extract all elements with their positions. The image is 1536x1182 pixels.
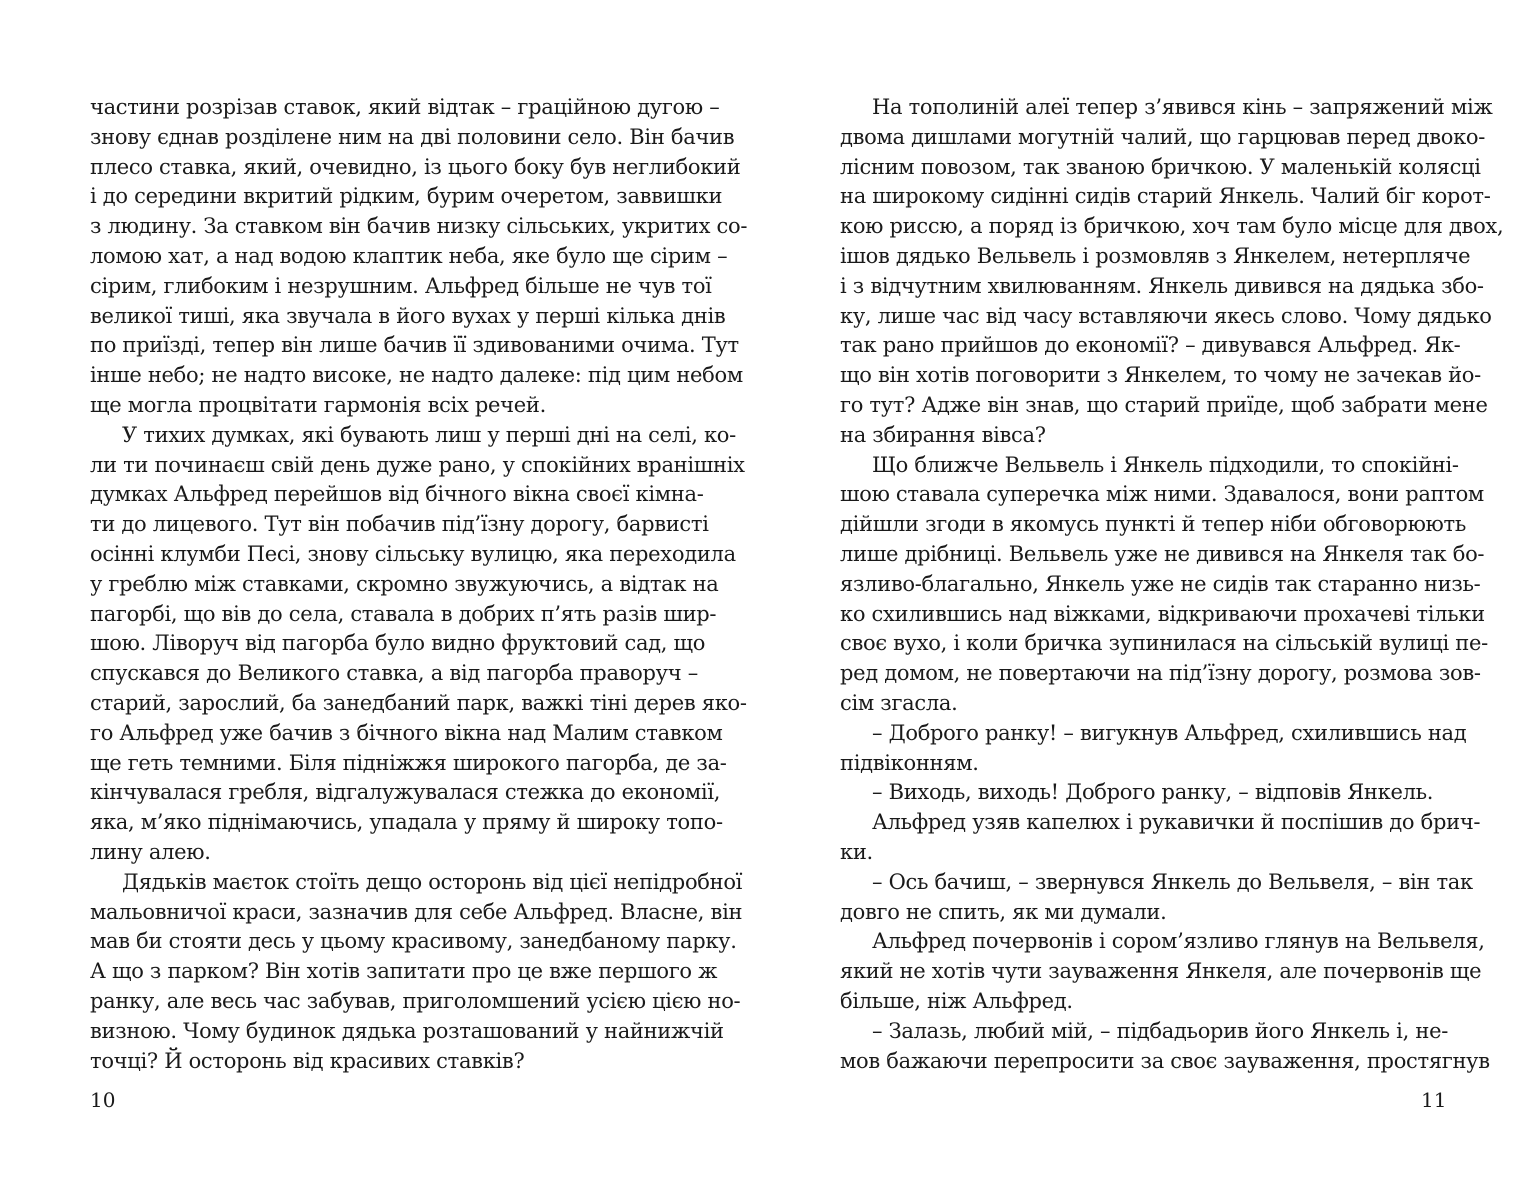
text-line: ли ти починаєш свій день дуже рано, у спокійних вранішніх <box>90 452 745 477</box>
text-line: і з відчутним хвилюванням. Янкель дивився на дядька збо- <box>840 273 1484 298</box>
text-line: – Залазь, любий мій, – підбадьорив його Янкель і, не- <box>872 1018 1448 1043</box>
left-page <box>90 93 748 1076</box>
text-line: ти до лицевого. Тут він побачив під’їзну дорогу, барвисті <box>90 512 709 537</box>
text-line: визною. Чому будинок дядька розташований у найнижчій <box>90 1018 724 1043</box>
text-line: довго не спить, як ми думали. <box>840 899 1167 924</box>
text-line: своє вухо, і коли бричка зупинилася на сільській вулиці пе- <box>840 631 1488 656</box>
text-line: лісним повозом, так званою бричкою. У маленькій колясці <box>840 154 1481 179</box>
text-line: лише дрібниці. Вельвель уже не дивився на Янкеля так бо- <box>840 541 1485 566</box>
text-line: язливо-благально, Янкель уже не сидів так старанно низь- <box>840 571 1481 596</box>
text-line: і до середини вкритий рідким, бурим очеретом, заввишки <box>90 184 723 209</box>
text-line: ред домом, не повертаючи на під’їзну дорогу, розмова зов- <box>840 661 1481 686</box>
text-line: ранку, але весь час забував, приголомшений усією цією но- <box>90 988 741 1013</box>
text-line: дійшли згоди в якомусь пункті й тепер ніби обговорюють <box>840 512 1466 537</box>
text-line: по приїзді, тепер він лише бачив її здивованими очима. Тут <box>90 333 739 358</box>
text-line: шою ставала суперечка між ними. Здавалося, вони раптом <box>840 482 1484 507</box>
text-line: частини розрізав ставок, який відтак – граційною дугою – <box>90 95 720 119</box>
text-line: знову єднав розділене ним на дві половини село. Він бачив <box>90 124 735 149</box>
text-line: старий, зарослий, ба занедбаний парк, важкі тіні дерев яко- <box>90 690 747 715</box>
text-line: мов бажаючи перепросити за своє зауваження, простягнув <box>840 1048 1490 1073</box>
text-line: ломою хат, а над водою клаптик неба, яке було ще сірим – <box>90 243 728 268</box>
text-line: Що ближче Вельвель і Янкель підходили, то спокійні- <box>872 452 1459 477</box>
text-line: на широкому сидінні сидів старий Янкель. Чалий біг корот- <box>840 184 1491 209</box>
text-line: плесо ставка, який, очевидно, із цього боку був неглибокий <box>90 154 741 179</box>
right-page <box>840 93 1504 1076</box>
text-line: пагорбі, що вів до села, ставала в добрих п’ять разів шир- <box>90 601 717 626</box>
text-line: ко схилившись над віжками, відкриваючи прохачеві тільки <box>840 601 1485 626</box>
text-line: мальовничої краси, зазначив для себе Альфред. Власне, він <box>90 899 743 924</box>
text-line: яка, м’яко піднімаючись, упадала у пряму й широку топо- <box>90 810 723 835</box>
text-line: підвіконням. <box>840 750 979 775</box>
text-line: сірим, глибоким і незрушним. Альфред більше не чув тої <box>90 273 712 298</box>
text-line: У тихих думках, які бувають лиш у перші дні на селі, ко- <box>122 422 736 447</box>
text-line: інше небо; не надто високе, не надто далеке: під цим небом <box>90 363 743 388</box>
text-line: – Виходь, виходь! Доброго ранку, – відповів Янкель. <box>872 780 1434 805</box>
text-line: думках Альфред перейшов від бічного вікна своєї кімна- <box>90 482 704 507</box>
text-line: великої тиші, яка звучала в його вухах у перші кілька днів <box>90 303 726 328</box>
text-line: го Альфред уже бачив з бічного вікна над Малим ставком <box>90 720 723 745</box>
text-line: більше, ніж Альфред. <box>840 988 1073 1013</box>
text-line: Дядьків маєток стоїть дещо осторонь від цієї непідробної <box>122 869 743 894</box>
text-line: спускався до Великого ставка, а від пагорба праворуч – <box>90 661 698 686</box>
text-line: двома дишлами могутній чалий, що гарцював перед двоко- <box>840 124 1486 149</box>
text-line: який не хотів чути зауваження Янкеля, але почервонів ще <box>840 959 1482 984</box>
text-line: ішов дядько Вельвель і розмовляв з Янкелем, нетерпляче <box>840 243 1471 268</box>
text-line: ку, лише час від часу вставляючи якесь слово. Чому дядько <box>840 303 1492 328</box>
text-line: що він хотів поговорити з Янкелем, то чому не зачекав йо- <box>840 363 1481 388</box>
page-number-left: 10 <box>90 1088 116 1112</box>
page-number-right: 11 <box>1421 1088 1447 1112</box>
text-line: Альфред узяв капелюх і рукавички й поспішив до брич- <box>872 810 1481 835</box>
text-line: так рано прийшов до економії? – дивувався Альфред. Як- <box>840 333 1461 358</box>
text-line: осінні клумби Песі, знову сільську вулицю, яка переходила <box>90 541 736 566</box>
text-line: на збирання вівса? <box>840 422 1046 447</box>
text-line: точці? Й осторонь від красивих ставків? <box>90 1048 525 1073</box>
text-line: лину алею. <box>90 839 211 864</box>
text-line: з людину. За ставком він бачив низку сільських, укритих со- <box>90 214 748 239</box>
text-line: сім згасла. <box>840 690 958 715</box>
text-line: кінчувалася гребля, відгалужувалася стежка до економії, <box>90 780 721 805</box>
text-line: ки. <box>840 839 873 864</box>
text-line: На тополиній алеї тепер з’явився кінь – запряжений між <box>872 95 1493 119</box>
text-line: – Ось бачиш, – звернувся Янкель до Вельвеля, – він так <box>872 869 1473 894</box>
text-line: мав би стояти десь у цьому красивому, занедбаному парку. <box>90 929 737 954</box>
text-line: у греблю між ставками, скромно звужуючись, а відтак на <box>90 571 719 596</box>
text-line: кою риссю, а поряд із бричкою, хоч там було місце для двох, <box>840 214 1504 239</box>
text-line: А що з парком? Він хотів запитати про це вже першого ж <box>90 959 718 984</box>
text-line: – Доброго ранку! – вигукнув Альфред, схилившись над <box>872 720 1467 745</box>
text-line: ще могла процвітати гармонія всіх речей. <box>90 392 546 417</box>
text-line: шою. Ліворуч від пагорба було видно фруктовий сад, що <box>90 631 706 656</box>
text-line: Альфред почервонів і сором’язливо глянув на Вельвеля, <box>872 929 1485 954</box>
text-line: го тут? Адже він знав, що старий приїде, щоб забрати мене <box>840 392 1488 417</box>
text-line: ще геть темними. Біля підніжжя широкого пагорба, де за- <box>90 750 727 775</box>
